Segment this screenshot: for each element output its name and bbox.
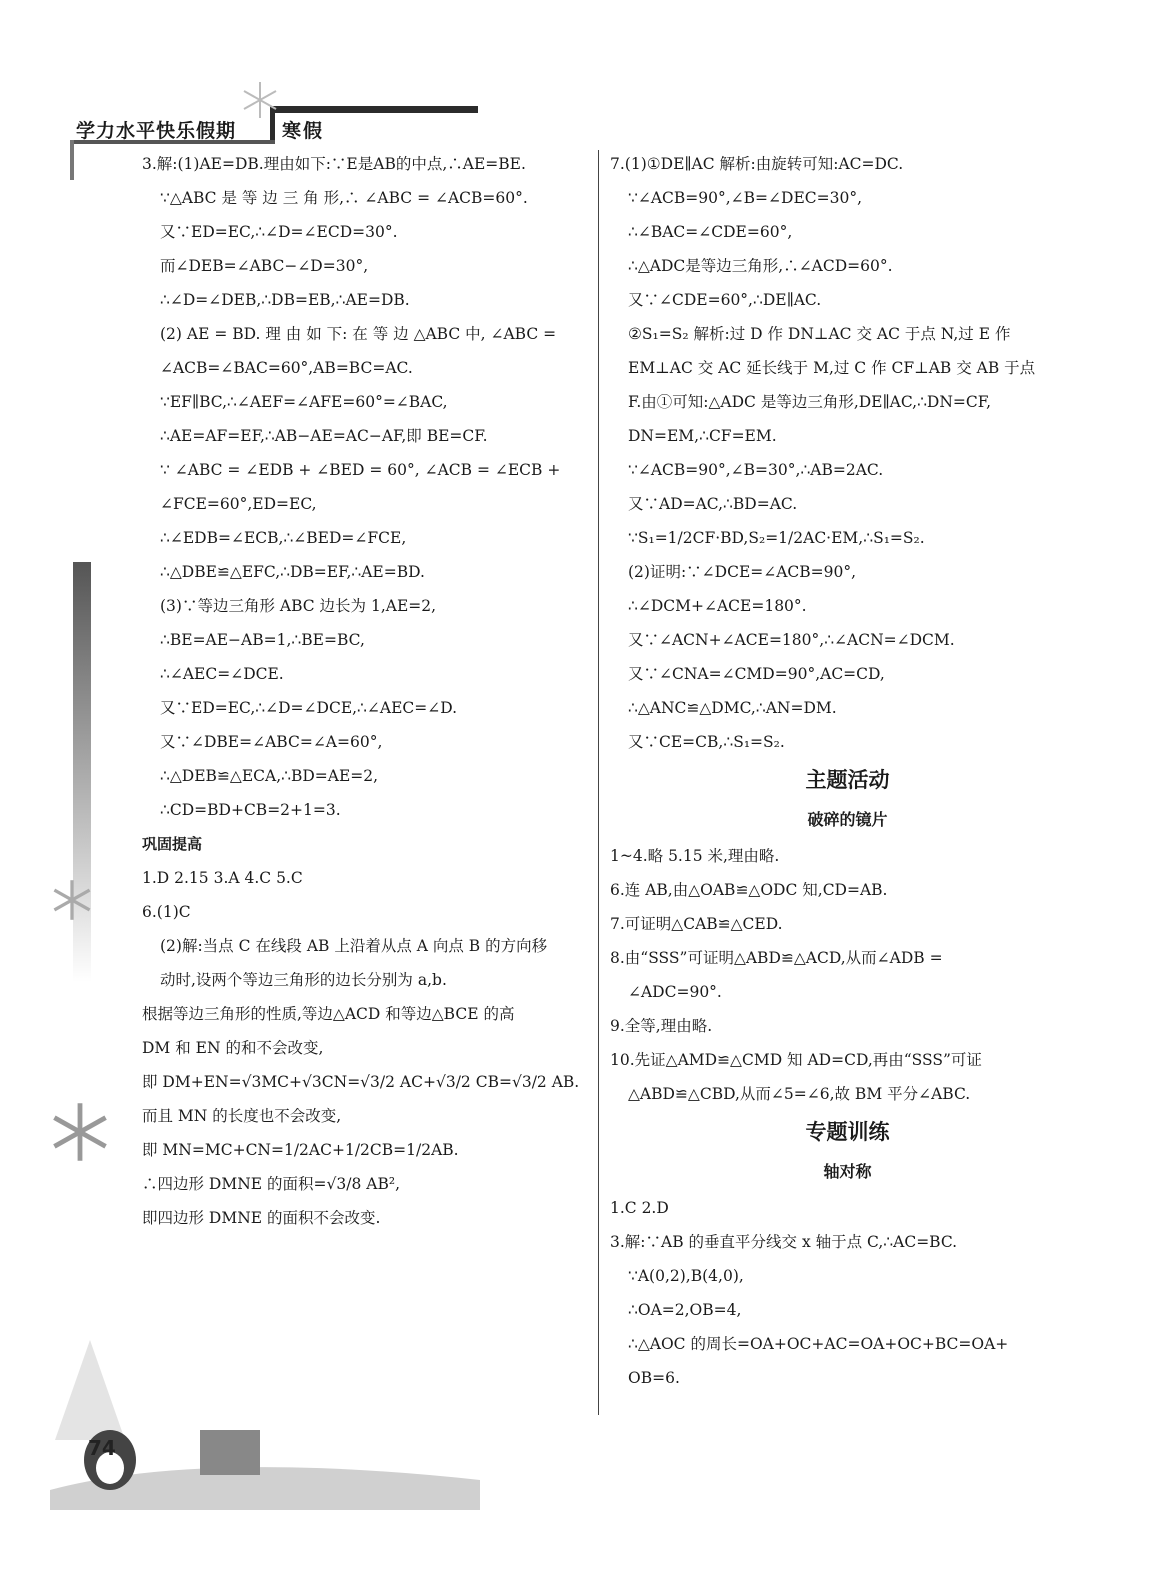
text-line: 即 DM+EN=√3MC+√3CN=√3/2 AC+√3/2 CB=√3/2 AB. — [142, 1073, 580, 1091]
section-heading: 破碎的镜片 — [807, 810, 888, 829]
text-line: 6.连 AB,由△OAB≌△ODC 知,CD=AB. — [610, 881, 888, 899]
text-line: 即 MN=MC+CN=1/2AC+1/2CB=1/2AB. — [142, 1141, 459, 1159]
text-line: 而且 MN 的长度也不会改变, — [142, 1107, 342, 1125]
text-line: ∴四边形 DMNE 的面积=√3/8 AB², — [142, 1175, 400, 1193]
text-line: OB=6. — [628, 1369, 680, 1387]
page-number: 74 — [88, 1436, 116, 1460]
text-line: ∴OA=2,OB=4, — [628, 1301, 742, 1319]
section-heading: 轴对称 — [823, 1162, 872, 1181]
text-line: (2) AE = BD. 理 由 如 下: 在 等 边 △ABC 中, ∠ABC = — [160, 325, 557, 343]
text-line: 又∵AD=AC,∴BD=AC. — [628, 495, 798, 513]
text-line: ∵EF∥BC,∴∠AEF=∠AFE=60°=∠BAC, — [160, 393, 448, 411]
snowflake-icon — [240, 80, 280, 120]
text-line: ∵∠ACB=90°,∠B=30°,∴AB=2AC. — [628, 461, 884, 479]
text-line: ②S₁=S₂ 解析:过 D 作 DN⊥AC 交 AC 于点 N,过 E 作 — [628, 325, 1011, 343]
text-line: 7.(1)①DE∥AC 解析:由旋转可知:AC=DC. — [610, 155, 904, 173]
text-line: EM⊥AC 交 AC 延长线于 M,过 C 作 CF⊥AB 交 AB 于点 — [628, 359, 1036, 377]
column-divider — [598, 150, 599, 1415]
text-line: ∠ACB=∠BAC=60°,AB=BC=AC. — [160, 359, 413, 377]
text-line: ∴△ADC是等边三角形,∴∠ACD=60°. — [628, 257, 893, 275]
text-line: 又∵ED=EC,∴∠D=∠ECD=30°. — [160, 223, 398, 241]
text-line: 1.C 2.D — [610, 1199, 669, 1217]
text-line: ∴∠DCM+∠ACE=180°. — [628, 597, 807, 615]
left-column — [142, 147, 592, 1235]
text-line: 8.由“SSS”可证明△ABD≌△ACD,从而∠ADB = — [610, 949, 943, 967]
text-line: 又∵∠ACN+∠ACE=180°,∴∠ACN=∠DCM. — [628, 631, 955, 649]
text-line: 1.D 2.15 3.A 4.C 5.C — [142, 869, 303, 887]
text-line: 动时,设两个等边三角形的边长分别为 a,b. — [160, 971, 447, 989]
text-line: DN=EM,∴CF=EM. — [628, 427, 777, 445]
text-line: ∴BE=AE−AB=1,∴BE=BC, — [160, 631, 365, 649]
text-line: 又∵CE=CB,∴S₁=S₂. — [628, 733, 785, 751]
text-line: ∵△ABC 是 等 边 三 角 形,∴ ∠ABC = ∠ACB=60°. — [160, 189, 528, 207]
text-line: ∴∠D=∠DEB,∴DB=EB,∴AE=DB. — [160, 291, 410, 309]
snowflake-icon — [50, 878, 94, 922]
text-line: ∴CD=BD+CB=2+1=3. — [160, 801, 341, 819]
right-column — [610, 147, 1085, 1395]
text-line: (2)解:当点 C 在线段 AB 上沿着从点 A 向点 B 的方向移 — [160, 937, 548, 955]
book-title: 学力水平快乐假期 — [76, 120, 237, 142]
header-bar — [270, 106, 478, 113]
text-line: 6.(1)C — [142, 903, 191, 921]
header-left-rule — [70, 140, 74, 180]
text-line: ∠FCE=60°,ED=EC, — [160, 495, 317, 513]
text-line: F.由①可知:△ADC 是等边三角形,DE∥AC,∴DN=CF, — [628, 393, 992, 411]
snowflake-icon — [48, 1100, 112, 1164]
section-heading: 主题活动 — [805, 768, 890, 792]
text-line: (3)∵等边三角形 ABC 边长为 1,AE=2, — [160, 597, 437, 615]
text-line: ∴∠BAC=∠CDE=60°, — [628, 223, 793, 241]
text-line: ∵∠ACB=90°,∠B=∠DEC=30°, — [628, 189, 863, 207]
text-line: 又∵∠CDE=60°,∴DE∥AC. — [628, 291, 822, 309]
text-line: DM 和 EN 的和不会改变, — [142, 1039, 324, 1057]
text-line: ∴AE=AF=EF,∴AB−AE=AC−AF,即 BE=CF. — [160, 427, 488, 445]
text-line: ∴△ANC≌△DMC,∴AN=DM. — [628, 699, 837, 717]
text-line: 而∠DEB=∠ABC−∠D=30°, — [160, 257, 369, 275]
text-line: ∴∠AEC=∠DCE. — [160, 665, 284, 683]
text-line: ∵S₁=1/2CF·BD,S₂=1/2AC·EM,∴S₁=S₂. — [628, 529, 925, 547]
text-line: △ABD≌△CBD,从而∠5=∠6,故 BM 平分∠ABC. — [628, 1085, 971, 1103]
book-subtitle: 寒假 — [282, 120, 325, 142]
text-line: 即四边形 DMNE 的面积不会改变. — [142, 1209, 381, 1227]
text-line: 又∵∠CNA=∠CMD=90°,AC=CD, — [628, 665, 885, 683]
text-line: ∠ADC=90°. — [628, 983, 722, 1001]
text-line: ∴∠EDB=∠ECB,∴∠BED=∠FCE, — [160, 529, 407, 547]
text-line: 10.先证△AMD≌△CMD 知 AD=CD,再由“SSS”可证 — [610, 1051, 982, 1069]
section-heading: 专题训练 — [805, 1120, 890, 1144]
text-line: ∵A(0,2),B(4,0), — [628, 1267, 744, 1285]
text-line: 3.解:∵AB 的垂直平分线交 x 轴于点 C,∴AC=BC. — [610, 1233, 958, 1251]
text-line: ∴△DBE≌△EFC,∴DB=EF,∴AE=BD. — [160, 563, 425, 581]
text-line: 7.可证明△CAB≌△CED. — [610, 915, 783, 933]
text-line: 3.解:(1)AE=DB.理由如下:∵E是AB的中点,∴AE=BE. — [142, 155, 526, 173]
text-line: ∴△AOC 的周长=OA+OC+AC=OA+OC+BC=OA+ — [628, 1335, 1009, 1353]
text-line: ∵ ∠ABC = ∠EDB + ∠BED = 60°, ∠ACB = ∠ECB + — [160, 461, 561, 479]
text-line: 1~4.略 5.15 米,理由略. — [610, 847, 780, 865]
text-line: 根据等边三角形的性质,等边△ACD 和等边△BCE 的高 — [142, 1005, 515, 1023]
text-line: 又∵ED=EC,∴∠D=∠DCE,∴∠AEC=∠D. — [160, 699, 458, 717]
text-line: 巩固提高 — [142, 835, 203, 853]
text-line: ∴△DEB≌△ECA,∴BD=AE=2, — [160, 767, 379, 785]
text-line: (2)证明:∵∠DCE=∠ACB=90°, — [628, 563, 857, 581]
text-line: 又∵∠DBE=∠ABC=∠A=60°, — [160, 733, 383, 751]
winter-scene-illustration — [50, 1330, 490, 1510]
text-line: 9.全等,理由略. — [610, 1017, 713, 1035]
